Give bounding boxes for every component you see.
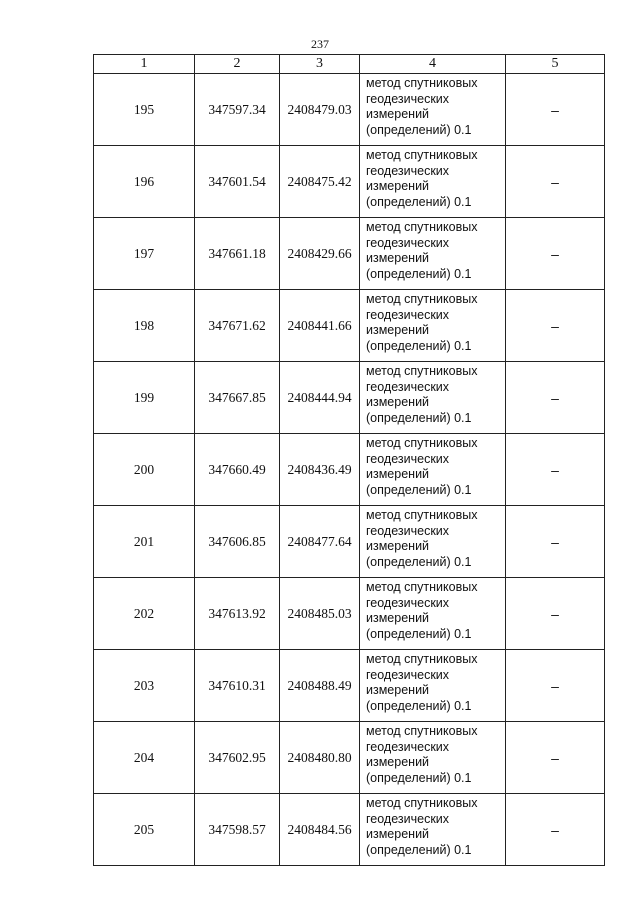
note-cell: – <box>506 74 605 146</box>
column-header: 4 <box>360 55 506 74</box>
y-coordinate-cell: 2408485.03 <box>280 578 360 650</box>
y-coordinate-cell: 2408441.66 <box>280 290 360 362</box>
point-number-cell: 205 <box>94 794 195 866</box>
x-coordinate-cell: 347601.54 <box>195 146 280 218</box>
table-row <box>94 146 605 218</box>
table-row <box>94 578 605 650</box>
point-number-cell: 196 <box>94 146 195 218</box>
method-line: измерений <box>366 539 430 553</box>
method-line: метод спутниковых <box>366 724 478 738</box>
method-cell <box>360 146 506 218</box>
method-line: геодезических <box>366 739 450 754</box>
method-line: метод спутниковых <box>366 796 478 810</box>
table-row <box>94 290 605 362</box>
method-line: геодезических <box>366 811 450 826</box>
table-body <box>94 74 605 866</box>
y-coordinate-cell: 2408479.03 <box>280 74 360 146</box>
method-line: (определений) 0.1 <box>366 842 472 857</box>
method-line: геодезических <box>366 235 450 250</box>
y-coordinate-cell: 2408480.80 <box>280 722 360 794</box>
method-line: метод спутниковых <box>366 652 478 666</box>
note-cell: – <box>506 434 605 506</box>
point-number-cell: 199 <box>94 362 195 434</box>
x-coordinate-cell: 347602.95 <box>195 722 280 794</box>
method-cell <box>360 434 506 506</box>
method-line: (определений) 0.1 <box>366 122 472 137</box>
method-cell <box>360 218 506 290</box>
method-line: (определений) 0.1 <box>366 266 472 281</box>
method-line: (определений) 0.1 <box>366 338 472 353</box>
x-coordinate-cell: 347613.92 <box>195 578 280 650</box>
note-cell: – <box>506 290 605 362</box>
table-row <box>94 362 605 434</box>
y-coordinate-cell: 2408488.49 <box>280 650 360 722</box>
x-coordinate-cell: 347606.85 <box>195 506 280 578</box>
method-line: измерений <box>366 827 430 841</box>
method-line: измерений <box>366 395 430 409</box>
table-row <box>94 722 605 794</box>
method-line: измерений <box>366 683 430 697</box>
method-cell <box>360 650 506 722</box>
method-cell <box>360 74 506 146</box>
method-line: измерений <box>366 107 430 121</box>
note-cell: – <box>506 362 605 434</box>
note-cell: – <box>506 146 605 218</box>
x-coordinate-cell: 347661.18 <box>195 218 280 290</box>
method-line: геодезических <box>366 379 450 394</box>
method-cell <box>360 506 506 578</box>
y-coordinate-cell: 2408484.56 <box>280 794 360 866</box>
y-coordinate-cell: 2408429.66 <box>280 218 360 290</box>
method-line: геодезических <box>366 523 450 538</box>
method-line: (определений) 0.1 <box>366 194 472 209</box>
table-row <box>94 506 605 578</box>
point-number-cell: 195 <box>94 74 195 146</box>
method-line: измерений <box>366 611 430 625</box>
method-line: измерений <box>366 323 430 337</box>
method-line: метод спутниковых <box>366 292 478 306</box>
method-line: метод спутниковых <box>366 220 478 234</box>
method-cell <box>360 290 506 362</box>
x-coordinate-cell: 347667.85 <box>195 362 280 434</box>
method-cell <box>360 362 506 434</box>
note-cell: – <box>506 578 605 650</box>
note-cell: – <box>506 218 605 290</box>
method-cell <box>360 722 506 794</box>
method-line: (определений) 0.1 <box>366 626 472 641</box>
method-line: измерений <box>366 467 430 481</box>
method-line: (определений) 0.1 <box>366 482 472 497</box>
x-coordinate-cell: 347671.62 <box>195 290 280 362</box>
column-header: 5 <box>506 55 605 74</box>
table-row <box>94 218 605 290</box>
y-coordinate-cell: 2408475.42 <box>280 146 360 218</box>
method-line: (определений) 0.1 <box>366 410 472 425</box>
note-cell: – <box>506 722 605 794</box>
method-line: метод спутниковых <box>366 148 478 162</box>
method-cell <box>360 578 506 650</box>
point-number-cell: 197 <box>94 218 195 290</box>
coordinates-table <box>93 54 605 866</box>
table-row <box>94 434 605 506</box>
table-row <box>94 74 605 146</box>
y-coordinate-cell: 2408477.64 <box>280 506 360 578</box>
x-coordinate-cell: 347660.49 <box>195 434 280 506</box>
table-row <box>94 794 605 866</box>
note-cell: – <box>506 506 605 578</box>
point-number-cell: 200 <box>94 434 195 506</box>
method-cell <box>360 794 506 866</box>
method-line: метод спутниковых <box>366 76 478 90</box>
method-line: измерений <box>366 179 430 193</box>
point-number-cell: 201 <box>94 506 195 578</box>
point-number-cell: 202 <box>94 578 195 650</box>
method-line: метод спутниковых <box>366 580 478 594</box>
y-coordinate-cell: 2408444.94 <box>280 362 360 434</box>
table-row <box>94 650 605 722</box>
x-coordinate-cell: 347610.31 <box>195 650 280 722</box>
method-line: измерений <box>366 755 430 769</box>
method-line: геодезических <box>366 451 450 466</box>
table-header-row <box>94 55 605 74</box>
x-coordinate-cell: 347597.34 <box>195 74 280 146</box>
method-line: (определений) 0.1 <box>366 554 472 569</box>
point-number-cell: 198 <box>94 290 195 362</box>
method-line: геодезических <box>366 307 450 322</box>
method-line: геодезических <box>366 595 450 610</box>
note-cell: – <box>506 794 605 866</box>
note-cell: – <box>506 650 605 722</box>
method-line: метод спутниковых <box>366 436 478 450</box>
method-line: (определений) 0.1 <box>366 698 472 713</box>
method-line: метод спутниковых <box>366 364 478 378</box>
method-line: метод спутниковых <box>366 508 478 522</box>
point-number-cell: 204 <box>94 722 195 794</box>
page-number: 237 <box>311 37 329 51</box>
column-header: 3 <box>280 55 360 74</box>
column-header: 2 <box>195 55 280 74</box>
method-line: геодезических <box>366 667 450 682</box>
point-number-cell: 203 <box>94 650 195 722</box>
column-header: 1 <box>94 55 195 74</box>
method-line: (определений) 0.1 <box>366 770 472 785</box>
method-line: геодезических <box>366 163 450 178</box>
method-line: геодезических <box>366 91 450 106</box>
y-coordinate-cell: 2408436.49 <box>280 434 360 506</box>
method-line: измерений <box>366 251 430 265</box>
x-coordinate-cell: 347598.57 <box>195 794 280 866</box>
